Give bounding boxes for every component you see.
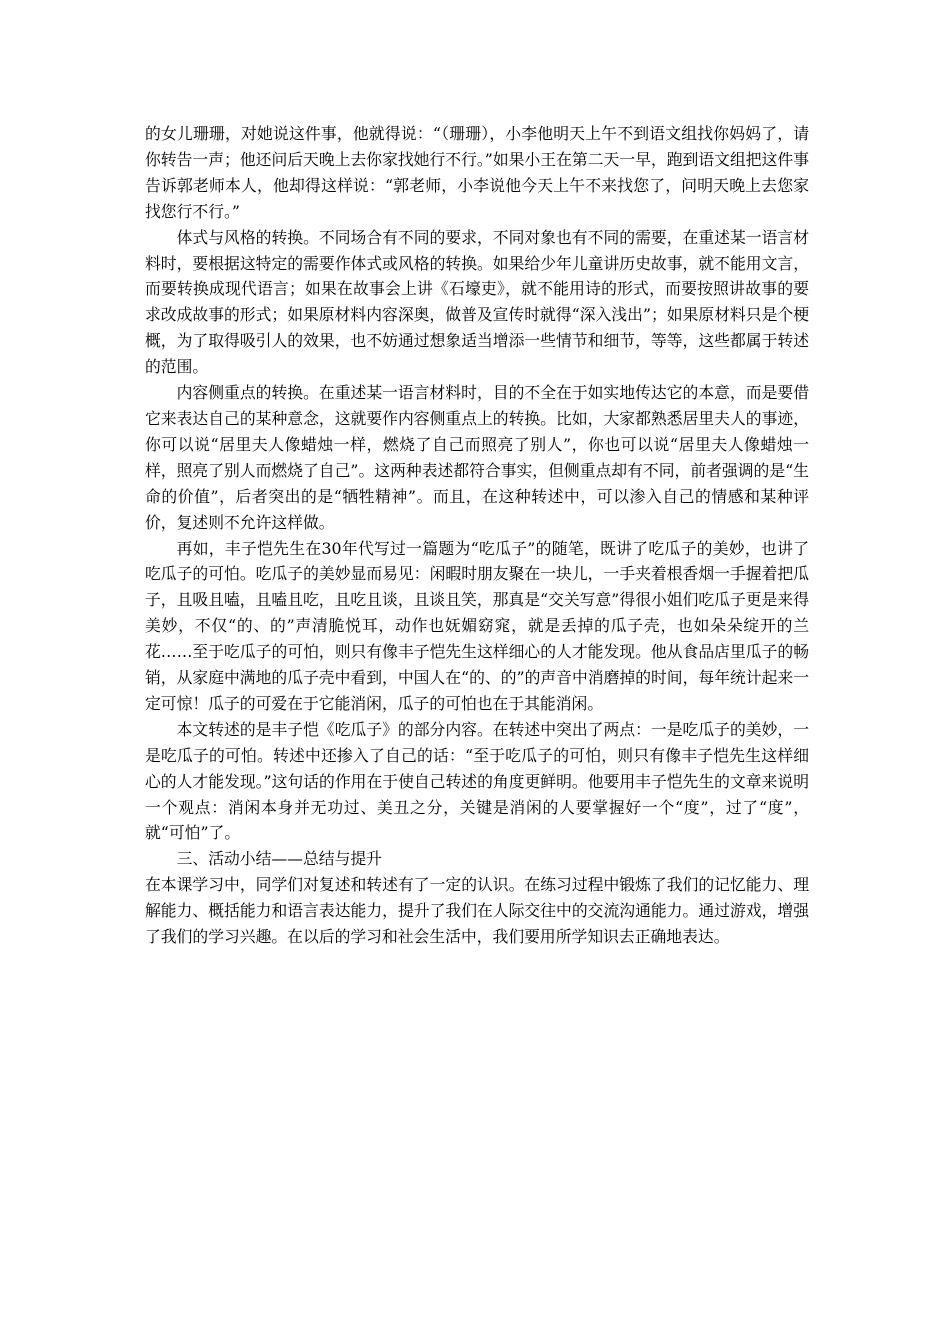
document-body (145, 121, 809, 950)
section-heading-summary: 三、活动小结——总结与提升 (176, 849, 382, 869)
paragraph-summary: 在本课学习中，同学们对复述和转述有了一定的认识。在练习过程中锻炼了我们的记忆能力、理解能力、概括能力和语言表达能力，提升了我们在人际交往中的交流沟通能力。通过游戏，增强了我们的学习兴趣。在以后的学习和社会生活中，我们要用所学知识去正确地表达。 (145, 875, 809, 947)
paragraph-style-conversion: 体式与风格的转换。不同场合有不同的要求，不同对象也有不同的需要，在重述某一语言材料时，要根据这特定的需要作体式或风格的转换。如果给少年儿童讲历史故事，就不能用文言，而要转换成现代语言；如果在故事会上讲《石壕吏》，就不能用诗的形式，而要按照讲故事的要求改成故事的形式；如果原材料内容深奥，做普及宣传时就得“深入浅出”；如果原材料只是个梗概，为了取得吸引人的效果，也不妨通过想象适当增添一些情节和细节，等等，这些都属于转述的范围。 (145, 227, 809, 377)
paragraph-analysis: 本文转述的是丰子恺《吃瓜子》的部分内容。在转述中突出了两点：一是吃瓜子的美妙，一是吃瓜子的可怕。转述中还掺入了自己的话：“至于吃瓜子的可怕，则只有像丰子恺先生这样细心的人才能发现。”这句话的作用在于使自己转述的角度更鲜明。他要用丰子恺先生的文章来说明一个观点：消闲本身并无功过、美丑之分，关键是消闲的人要掌握好一个“度”，过了“度”，就“可怕”了。 (145, 719, 809, 843)
paragraph-focus-conversion: 内容侧重点的转换。在重述某一语言材料时，目的不全在于如实地传达它的本意，而是要借它来表达自己的某种意念，这就要作内容侧重点上的转换。比如，大家都熟悉居里夫人的事迹，你可以说“居里夫人像蜡烛一样，燃烧了自己而照亮了别人”，你也可以说“居里夫人像蜡烛一样，照亮了别人而燃烧了自己”。这两种表述都符合事实，但侧重点却有不同，前者强调的是“生命的价值”，后者突出的是“牺牲精神”。而且，在这种转述中，可以渗入自己的情感和某种评价，复述则不允许这样做。 (145, 383, 809, 532)
paragraph-continuation: 的女儿珊珊，对她说这件事，他就得说：“（珊珊），小李他明天上午不到语文组找你妈妈了，请你转告一声；他还问后天晚上去你家找她行不行。”如果小王在第二天一早，跑到语文组把这件事告诉郭老师本人，他却得这样说：“郭老师，小李说他今天上午不来找您了，问明天晚上去您家找您行不行。” (145, 124, 809, 221)
paragraph-melon-seeds-example: 再如，丰子恺先生在30年代写过一篇题为“吃瓜子”的随笔，既讲了吃瓜子的美妙，也讲了吃瓜子的可怕。吃瓜子的美妙显而易见：闲暇时朋友聚在一块儿，一手夹着根香烟一手握着把瓜子，且吸且嗑，且嗑且吃，且吃且谈，且谈且笑，那真是“交关写意”得很小姐们吃瓜子更是来得美妙，不仅“的、的”声清脆悦耳，动作也妩媚窈窕，就是丢掉的瓜子壳，也如朵朵绽开的兰花……至于吃瓜子的可怕，则只有像丰子恺先生这样细心的人才能发现。他从食品店里瓜子的畅销，从家庭中满地的瓜子壳中看到，中国人在“的、的”的声音中消磨掉的时间，每年统计起来一定可惊！瓜子的可爱在于它能消闲，瓜子的可怕也在于其能消闲。 (145, 538, 809, 713)
